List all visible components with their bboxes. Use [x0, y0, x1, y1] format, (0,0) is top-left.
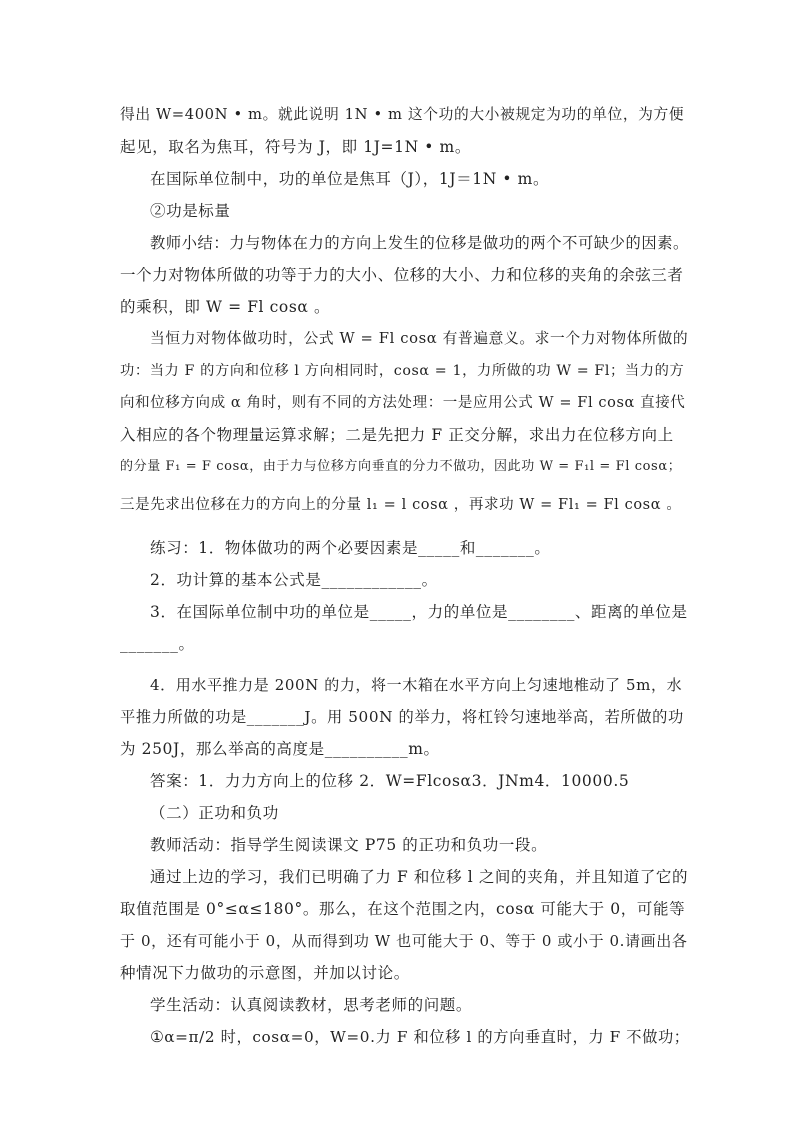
text-line: 在国际单位制中，功的单位是焦耳（J），1J＝1N • m。 — [150, 170, 550, 188]
text-line: 通过上边的学习，我们已明确了力 F 和位移 l 之间的夹角，并且知道了它的 — [150, 868, 689, 886]
text-line: 种情况下力做功的示意图，并加以讨论。 — [120, 964, 410, 982]
text-line: 三是先求出位移在力的方向上的分量 l₁ = l cosα ，再求功 W = Fl₁ = Fl cosα 。 — [120, 497, 682, 513]
text-line: 一个力对物体所做的功等于力的大小、位移的大小、力和位移的夹角的余弦三者 — [120, 266, 684, 284]
text-line: 向和位移方向成 α 角时，则有不同的方法处理：一是应用公式 W = Fl cosα 直接代 — [120, 395, 686, 411]
text-line: 得出 W=400N • m。就此说明 1N • m 这个功的大小被规定为功的单位，为方便 — [120, 106, 685, 123]
text-line: 的分量 F₁ = F cosα，由于力与位移方向垂直的分力不做功，因此功 W = F₁l = Fl cosα； — [120, 459, 682, 474]
text-line: 起见，取名为焦耳，符号为 J，即 1J=1N • m。 — [120, 138, 471, 156]
text-line: 当恒力对物体做功时，公式 W = Fl cosα 有普遍意义。求一个力对物体所做的 — [150, 330, 689, 347]
text-line: 功：当力 F 的方向和位移 l 方向相同时，cosα = 1，力所做的功 W = Fl；当力的方 — [120, 363, 685, 379]
section-heading: （二）正功和负功 — [150, 804, 279, 822]
text-line: 教师小结：力与物体在力的方向上发生的位移是做功的两个不可缺少的因素。 — [150, 234, 689, 252]
text-line: 入相应的各个物理量运算求解；二是先把力 F 正交分解，求出力在位移方向上 — [120, 426, 674, 444]
text-line: 学生活动：认真阅读教材，思考老师的问题。 — [150, 996, 473, 1014]
exercise-line: 为 250J，那么举高的高度是__________m。 — [120, 740, 440, 758]
text-line: 于 0，还有可能小于 0，从而得到功 W 也可能大于 0、等于 0 或小于 0.请画出各 — [120, 932, 688, 950]
exercise-line: 4．用水平推力是 200N 的力，将一木箱在水平方向上匀速地椎动了 5m，水 — [150, 676, 683, 694]
text-line: ①α=π/2 时，cosα=0，W=0.力 F 和位移 l 的方向垂直时，力 F 不做功； — [150, 1028, 690, 1046]
text-line: ②功是标量 — [150, 202, 231, 220]
text-line: 教师活动：指导学生阅读课文 P75 的正功和负功一段。 — [150, 836, 548, 854]
exercise-line: 2．功计算的基本公式是____________。 — [150, 571, 438, 589]
text-line: 取值范围是 0°≤α≤180°。那么，在这个范围之内，cosα 可能大于 0，可能等 — [120, 900, 686, 918]
exercise-line: 3．在国际单位制中功的单位是_____，力的单位是________、距离的单位是 — [150, 603, 688, 621]
exercise-line: 平推力所做的功是_______J。用 500N 的举力，将杠铃匀速地举高，若所做的功 — [120, 708, 684, 726]
text-line: 的乘积，即 W = Fl cosα 。 — [120, 298, 331, 316]
answer-line: 答案：1．力力方向上的位移 2．W=Flcosα3．JNm4．10000.5 — [150, 772, 630, 790]
exercise-line: _______。 — [120, 635, 195, 653]
exercise-line: 练习：1．物体做功的两个必要因素是_____和_______。 — [150, 539, 551, 557]
